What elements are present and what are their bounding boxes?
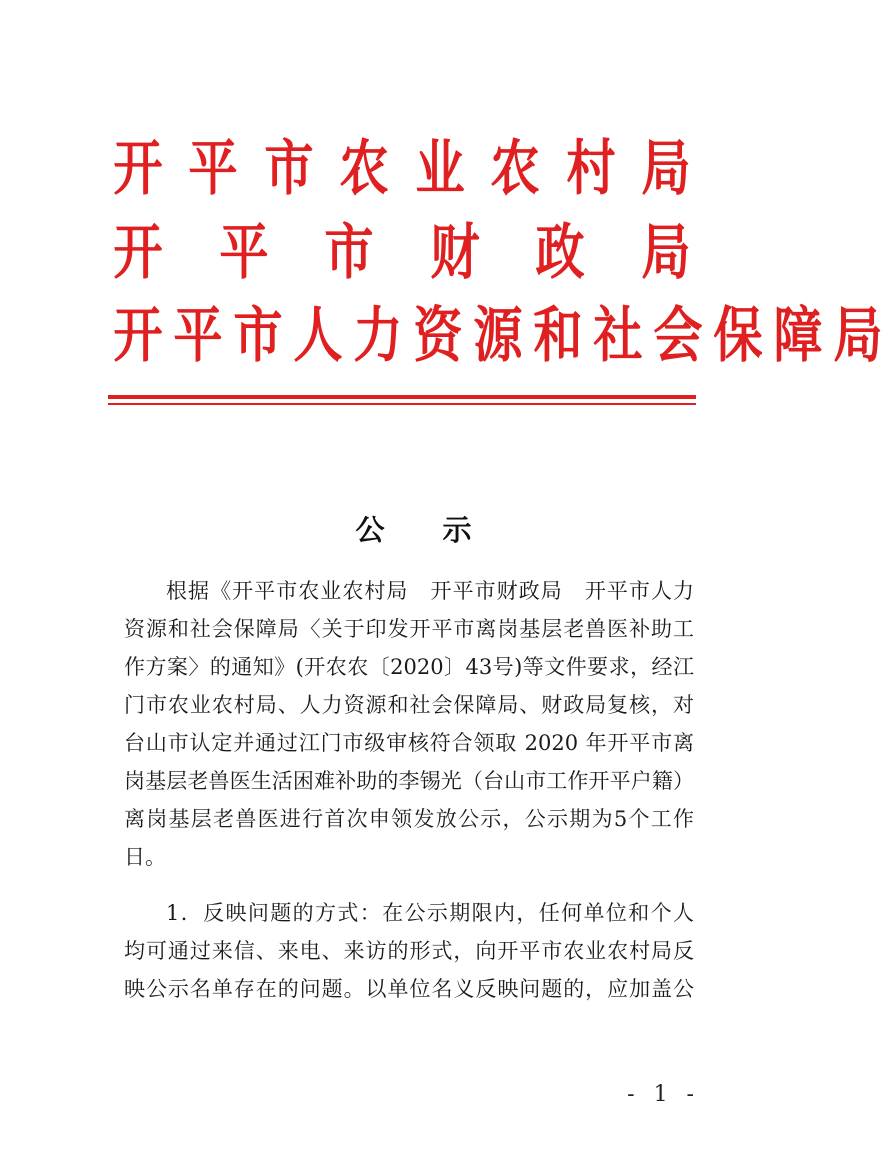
org-char: 平 <box>188 134 239 204</box>
org-char: 人 <box>293 301 343 371</box>
page-number: - 1 - <box>627 1082 700 1107</box>
paragraph-line: 映公示名单存在的问题。以单位名义反映问题的，应加盖公 <box>124 977 694 1001</box>
paragraph-line: 均可通过来信、来电、来访的形式，向开平市农业农村局反 <box>124 939 694 963</box>
org-name-agriculture-bureau <box>108 132 696 206</box>
org-char: 市 <box>233 301 283 371</box>
paragraph-line: 台山市认定并通过江门市级审核符合领取 2020 年开平市离 <box>124 731 694 755</box>
paragraph-line: 根据《开平市农业农村局 开平市财政局 开平市人力 <box>166 579 694 603</box>
org-char: 障 <box>773 301 823 371</box>
org-char: 开 <box>113 218 163 288</box>
org-char: 局 <box>833 301 883 371</box>
org-char: 市 <box>264 134 314 204</box>
paragraph-line: 门市农业农村局、人力资源和社会保障局、财政局复核，对 <box>124 693 694 717</box>
org-name-hr-social-security-bureau <box>108 299 883 373</box>
org-char: 保 <box>713 301 763 371</box>
notice-title: 公示 <box>355 513 530 547</box>
org-char: 市 <box>324 218 374 288</box>
org-char: 和 <box>533 301 583 371</box>
paragraph-line: 1．反映问题的方式：在公示期限内，任何单位和个人 <box>166 901 694 925</box>
org-char: 开 <box>113 134 163 204</box>
org-char: 开 <box>113 301 163 371</box>
paragraph-line: 作方案〉的通知》(开农农〔2020〕43号)等文件要求，经江 <box>124 655 694 679</box>
org-char: 会 <box>653 301 703 371</box>
paragraph-line: 岗基层老兽医生活困难补助的李锡光（台山市工作开平户籍） <box>124 769 694 793</box>
org-char: 平 <box>218 218 269 288</box>
org-char: 农 <box>490 134 540 204</box>
paragraph-line: 日。 <box>124 845 166 869</box>
org-char: 政 <box>535 218 585 288</box>
org-char: 村 <box>565 134 616 204</box>
paragraph-line: 离岗基层老兽医进行首次申领发放公示，公示期为5个工作 <box>124 807 694 831</box>
org-char: 源 <box>473 301 523 371</box>
org-char: 局 <box>641 134 691 204</box>
header-divider-thick <box>108 395 696 399</box>
header-divider-thin <box>108 403 696 405</box>
paragraph-line: 资源和社会保障局〈关于印发开平市离岗基层老兽医补助工 <box>124 617 694 641</box>
org-char: 资 <box>413 301 463 371</box>
org-char: 社 <box>593 301 643 371</box>
org-char: 局 <box>641 218 691 288</box>
org-char: 业 <box>415 134 465 204</box>
org-name-finance-bureau <box>108 216 696 290</box>
org-char: 财 <box>430 218 480 288</box>
org-char: 平 <box>173 301 223 371</box>
org-char: 力 <box>353 301 403 371</box>
org-char: 农 <box>339 134 389 204</box>
